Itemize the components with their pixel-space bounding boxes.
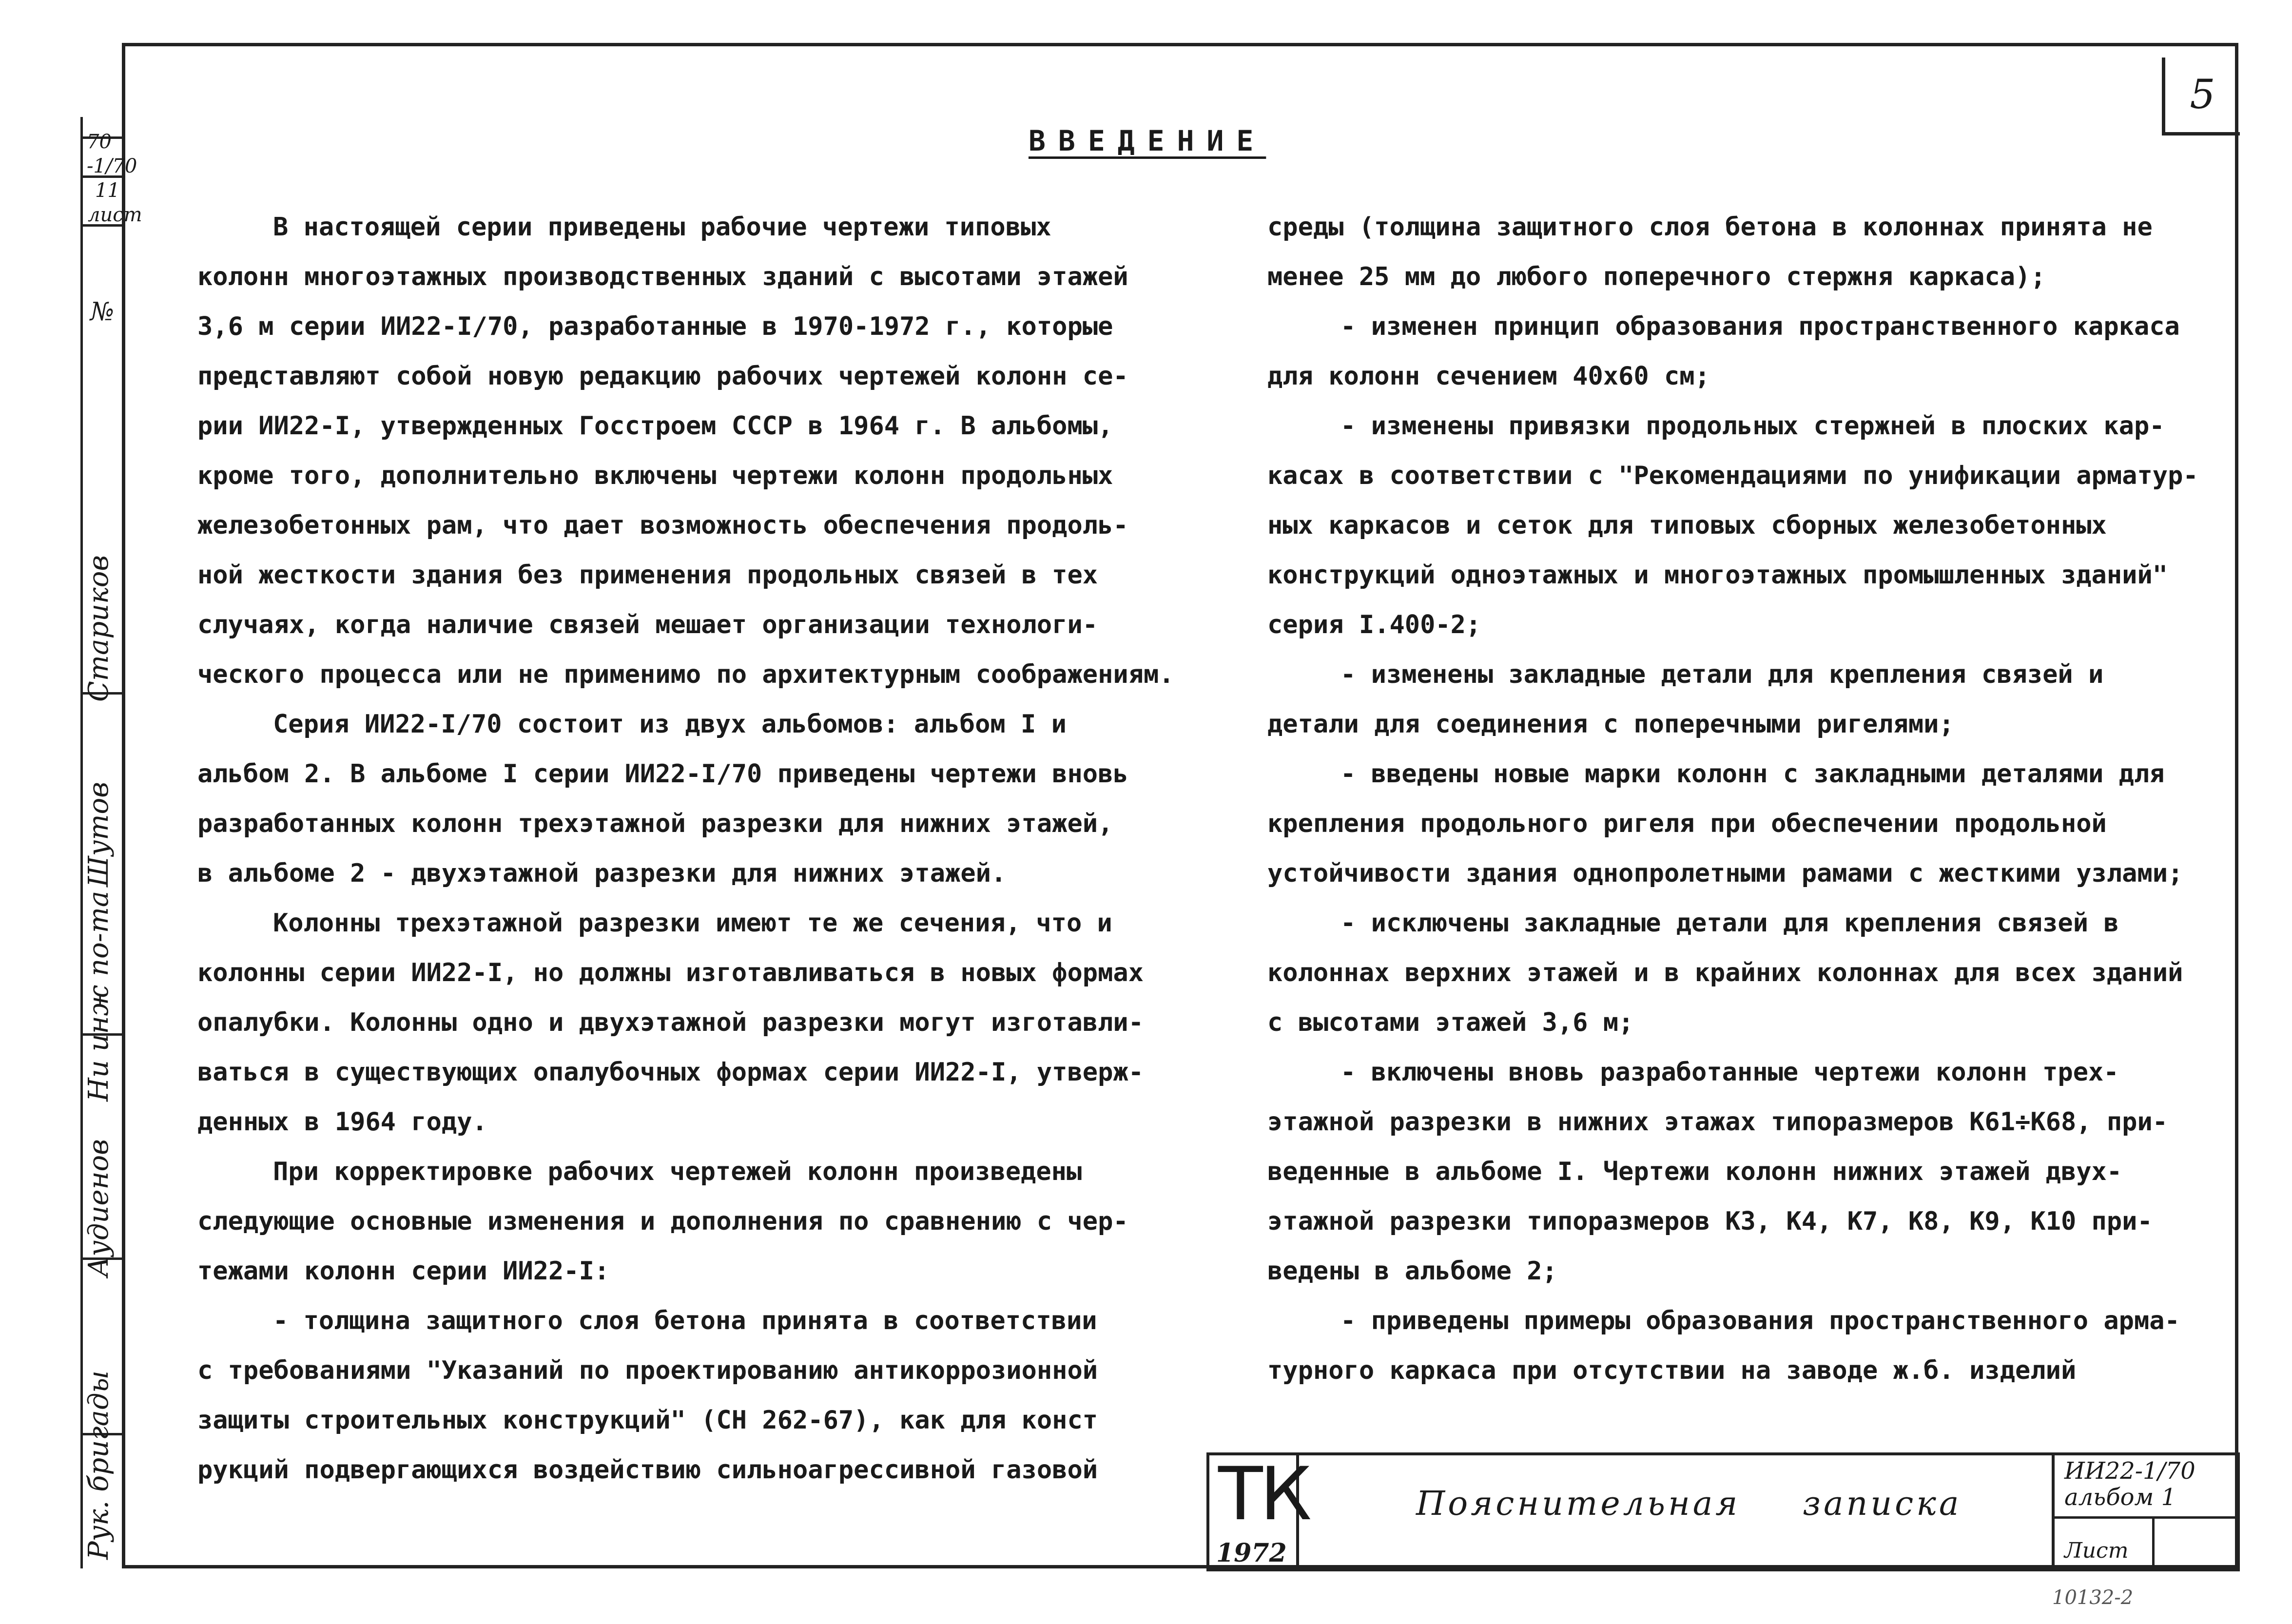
text-line: для колонн сечением 40х60 см; bbox=[1267, 362, 1710, 391]
text-line: 3,6 м серии ИИ22-I/70, разработанные в 1970-1972 г., которые bbox=[197, 312, 1113, 341]
document-name: Пояснительная записка bbox=[1416, 1485, 1962, 1523]
text-line: - введены новые марки колонн с закладными деталями для bbox=[1340, 759, 2165, 789]
text-line: ной жесткости здания без применения продольных связей в тех bbox=[197, 561, 1098, 590]
text-column-left bbox=[197, 202, 1180, 1495]
logo-tk: ТК bbox=[1218, 1452, 1309, 1537]
stamp-corner-4: лист bbox=[88, 204, 142, 226]
text-line: - включены вновь разработанные чертежи колонн трех- bbox=[1340, 1058, 2119, 1087]
text-line: денных в 1964 году. bbox=[197, 1107, 487, 1137]
text-line: случаях, когда наличие связей мешает организации технологи- bbox=[197, 610, 1098, 639]
stamp-name-shutov: Шутов bbox=[83, 782, 115, 887]
stamp-corner-3: 11 bbox=[95, 179, 120, 202]
text-column-right bbox=[1267, 202, 2198, 1395]
stamp-name-starikov: Стариков bbox=[83, 555, 115, 702]
text-line: этажной разрезки типоразмеров К3, К4, К7, К8, К9, К10 при- bbox=[1267, 1207, 2153, 1236]
stamp-role-engineer: Ни инж по-та bbox=[83, 890, 115, 1102]
sheet-label: Лист bbox=[2064, 1538, 2129, 1563]
text-line: - изменены закладные детали для крепления связей и bbox=[1340, 660, 2104, 689]
text-line: рукций подвергающихся воздействию сильноагрессивной газовой bbox=[197, 1455, 1098, 1485]
title-block-series bbox=[2055, 1452, 2240, 1571]
text-line: - изменен принцип образования пространственного каркаса bbox=[1340, 312, 2180, 341]
stamp-name-audienov: Аудиенов bbox=[83, 1139, 115, 1277]
text-line: следующие основные изменения и дополнения по сравнению с чер- bbox=[197, 1207, 1128, 1236]
text-line: колонн многоэтажных производственных зданий с высотами этажей bbox=[197, 262, 1128, 291]
text-line: тежами колонн серии ИИ22-I: bbox=[197, 1257, 610, 1286]
title-block-logo bbox=[1206, 1452, 1309, 1571]
stamp-corner-1: 70 bbox=[87, 131, 112, 153]
text-line: ных каркасов и сеток для типовых сборных железобетонных bbox=[1267, 511, 2107, 540]
text-line: ческого процесса или не применимо по архитектурным соображениям. bbox=[197, 660, 1174, 689]
text-line: в альбоме 2 - двухэтажной разрезки для нижних этажей. bbox=[197, 859, 1007, 888]
stamp-corner-2: -1/70 bbox=[87, 155, 137, 177]
text-line: При корректировке рабочих чертежей колонн произведены bbox=[273, 1157, 1082, 1186]
text-line: разработанных колонн трехэтажной разрезки для нижних этажей, bbox=[197, 809, 1113, 838]
page-number: 5 bbox=[2162, 58, 2240, 135]
text-line: - толщина защитного слоя бетона принята в соответствии bbox=[273, 1306, 1097, 1335]
text-line: серия I.400-2; bbox=[1267, 610, 1481, 639]
text-line: - изменены привязки продольных стержней в плоских кар- bbox=[1340, 411, 2165, 441]
text-line: менее 25 мм до любого поперечного стержня каркаса); bbox=[1267, 262, 2046, 291]
text-line: В настоящей серии приведены рабочие чертежи типовых bbox=[273, 213, 1051, 242]
text-line: Колонны трехэтажной разрезки имеют те же сечения, что и bbox=[273, 909, 1112, 938]
text-line: касах в соответствии с "Рекомендациями по унификации арматур- bbox=[1267, 461, 2198, 490]
text-line: представляют собой новую редакцию рабочих чертежей колонн се- bbox=[197, 362, 1128, 391]
title-block-main bbox=[1299, 1452, 2055, 1571]
text-line: кроме того, дополнительно включены чертежи колонн продольных bbox=[197, 461, 1113, 490]
page-title: ВВЕДЕНИЕ bbox=[1029, 124, 1266, 157]
text-line: этажной разрезки в нижних этажах типоразмеров К61÷К68, при- bbox=[1267, 1107, 2168, 1137]
text-line: турного каркаса при отсутствии на заводе ж.б. изделий bbox=[1267, 1356, 2077, 1385]
text-line: ваться в существующих опалубочных формах серии ИИ22-I, утверж- bbox=[197, 1058, 1144, 1087]
text-line: конструкций одноэтажных и многоэтажных промышленных зданий" bbox=[1267, 561, 2168, 590]
stamp-role-brigade-head: Рук. бригады bbox=[83, 1370, 115, 1560]
text-line: с высотами этажей 3,6 м; bbox=[1267, 1008, 1634, 1037]
text-line: опалубки. Колонны одно и двухэтажной разрезки могут изготавли- bbox=[197, 1008, 1144, 1037]
title-block-rule bbox=[2152, 1516, 2155, 1571]
text-line: - приведены примеры образования пространственного арма- bbox=[1340, 1306, 2180, 1335]
text-line: среды (толщина защитного слоя бетона в колоннах принята не bbox=[1267, 213, 2153, 242]
series-code: ИИ22-1/70 bbox=[2064, 1457, 2195, 1485]
text-line: детали для соединения с поперечными ригелями; bbox=[1267, 710, 1954, 739]
text-line: Серия ИИ22-I/70 состоит из двух альбомов: альбом I и bbox=[273, 710, 1067, 739]
text-line: крепления продольного ригеля при обеспечении продольной bbox=[1267, 809, 2107, 838]
logo-year: 1972 bbox=[1216, 1538, 1287, 1568]
text-line: альбом 2. В альбоме I серии ИИ22-I/70 приведены чертежи вновь bbox=[197, 759, 1128, 789]
stamp-no-label: № bbox=[90, 297, 115, 327]
text-line: устойчивости здания однопролетными рамами с жесткими узлами; bbox=[1267, 859, 2183, 888]
text-line: ведены в альбоме 2; bbox=[1267, 1257, 1557, 1286]
text-line: рии ИИ22-I, утвержденных Госстроем СССР в 1964 г. В альбомы, bbox=[197, 411, 1113, 441]
text-line: веденные в альбоме I. Чертежи колонн нижних этажей двух- bbox=[1267, 1157, 2122, 1186]
document-code: 10132-2 bbox=[2052, 1586, 2134, 1609]
text-line: - исключены закладные детали для крепления связей в bbox=[1340, 909, 2119, 938]
title-block-rule bbox=[2055, 1516, 2240, 1519]
text-line: с требованиями "Указаний по проектированию антикоррозионной bbox=[197, 1356, 1098, 1385]
text-line: колонны серии ИИ22-I, но должны изготавливаться в новых формах bbox=[197, 958, 1144, 987]
album-label: альбом 1 bbox=[2064, 1484, 2176, 1511]
text-line: железобетонных рам, что дает возможность обеспечения продоль- bbox=[197, 511, 1128, 540]
text-line: колоннах верхних этажей и в крайних колоннах для всех зданий bbox=[1267, 958, 2183, 987]
text-line: защиты строительных конструкций" (СН 262-67), как для конст bbox=[197, 1406, 1098, 1435]
